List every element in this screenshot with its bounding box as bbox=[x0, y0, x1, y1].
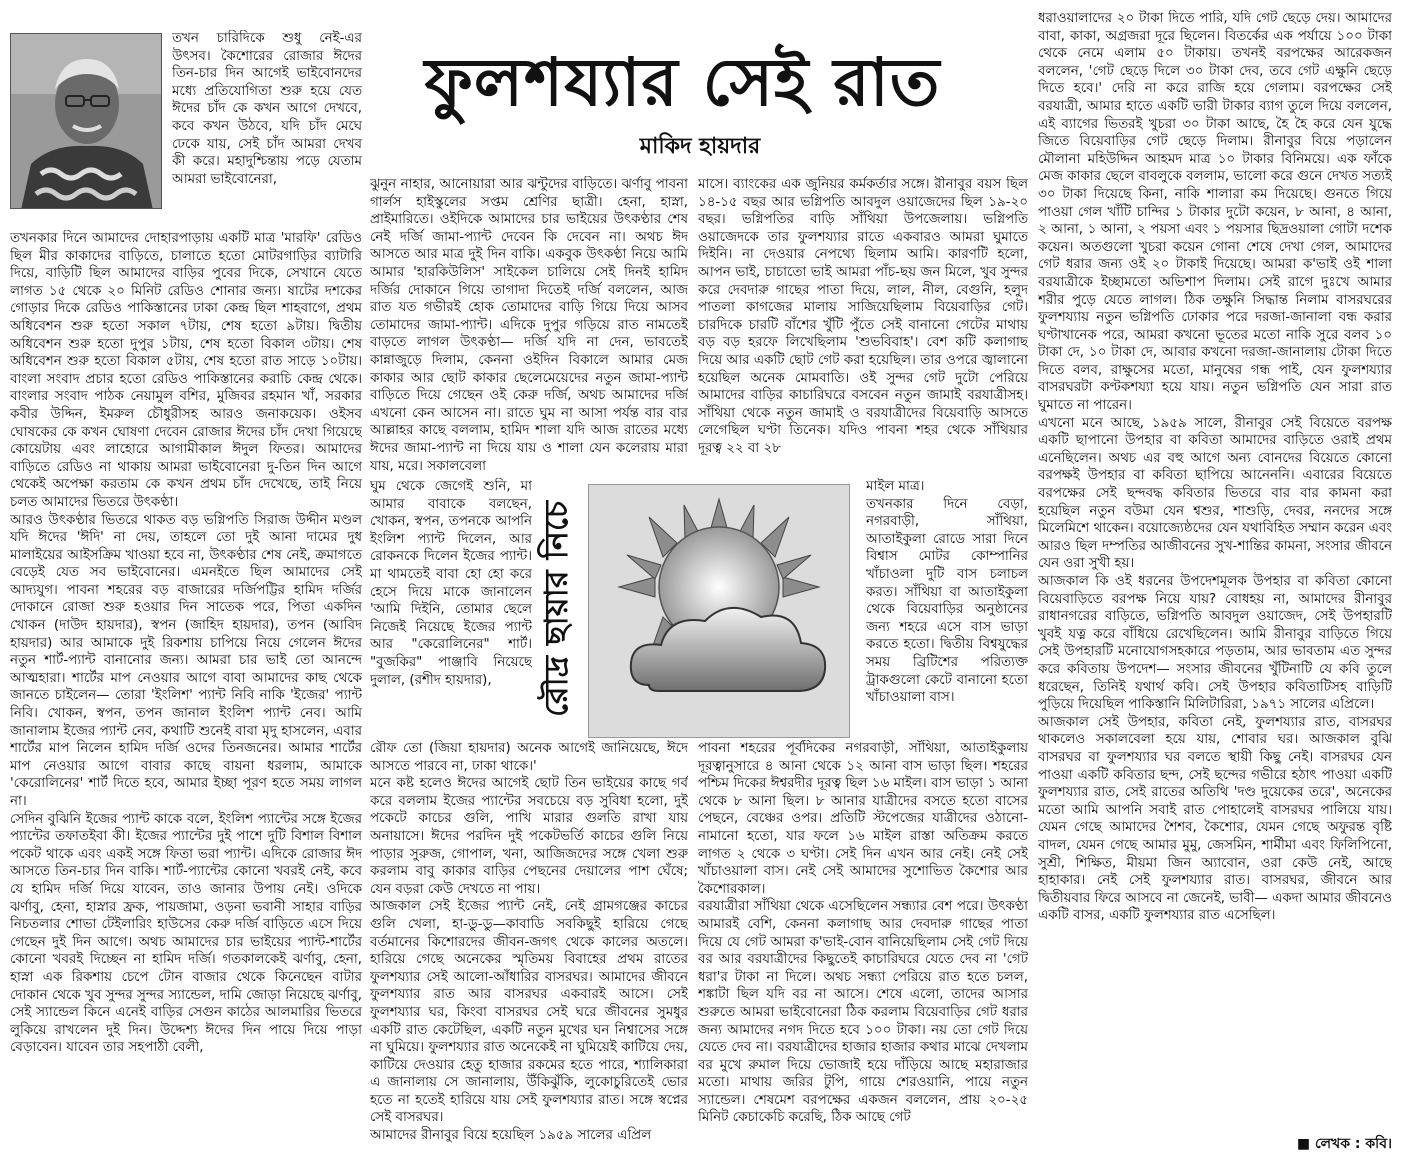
column-1-main bbox=[10, 230, 362, 1156]
paragraph: ধরাওয়ালাদের ২০ টাকা দিতে পারি, যদি গেট ছেড়ে দেয়। আমাদের বাবা, কাকা, অগ্রজরা দূরে ছিলেন। বিতর্কের এক পর্যায়ে ১০০ টাকা থেকে নেমে এলাম ৫০ টাকায়। তখনই বরপক্ষের আরেকজন বললেন, 'গেট ছেড়ে দিলে ৩০ টাকা দেব, তবে গেট এক্ষুনি ছেড়ে দিতে হবে।' দেরি না করে রাজি হয়ে গেলাম। বরপক্ষের সেই বরযাত্রী, আমার হাতে একটি ভারী টাকার ব্যাগ তুলে দিয়ে বললেন, এই ব্যাগের ভিতরই খুচরা ৩০ টাকা আছে, হৈ হৈ করে যেন যুদ্ধে জিতে বিয়েবাড়ির গেট ছেড়ে দিলাম। রীনাবুর বিয়ে পড়ালেন মৌলানা মহিউদ্দিন আহমদ মাত্র ১০ টাকার বিনিময়ে। এক ফাঁকে মেজ কাকার ছেলে বাবলুকে বললাম, ভালো করে গুনে দেখত সত্যই ৩০ টাকা দিয়েছে কিনা, নাকি শালারা কম দিয়েছে। গুনতে গিয়ে পাওয়া গেল খাঁটি চান্দির ১ টাকার দুটো কয়েন, ৮ আনা, ৪ আনা, ২ আনা, ১ আনা, ২ পয়সা এবং ১ পয়সার ছিদ্রওয়ালা গোটা দশেক কয়েন। অতগুলো খুচরা কয়েন গোনা শেষে দেখা গেল, আমাদের গেট ধরার জন্য ওই ২০ টাকাই দিয়েছে। আমরা ক'ভাই ওই শালা বরযাত্রীকে ইচ্ছামতো অভিশাপ দিলাম। সেই রাগে দুঃখে আমার শরীর পুড়ে যেতে লাগল। ঠিক তক্ষুনি সিদ্ধান্ত নিলাম বাসরঘরের ফুলশয্যায় নতুন ভগ্নিপতি ঢোকার পরে দরজা-জানালা বন্ধ করার ঘণ্টাখানেক পরে, আমরা কখনো ভূতের মতো নাকি সুরে বলব ১০ টাকা দে, ১০ টাকা দে, আবার কখনো দরজা-জানালায় টোকা দিতে দিতে বলব, রাক্ষুসের মতো, মানুষের গন্ধ পাই, যেন ফুলশয্যার বাসরঘরটা কণ্টকশয্যা হয়ে যায়। নতুন ভগ্নিপতি যেন সারা রাত ঘুমাতে না পারেন। এখনো মনে আছে, ১৯৫৯ সালে, রীনাবুর সেই বিয়েতে বরপক্ষ একটি ছাপানো উপহার বা কবিতা আমাদের বাড়িতে ওরাই প্রথম এনেছিলেন। অথচ এর বহু আগে অন্য বোনদের বিয়েতে কোনো বরপক্ষই উপহার বা কবিতা ছাপিয়ে আনেননি। এবারের বিয়েতে বরপক্ষের সেই ছন্দবদ্ধ কবিতার ভিতরে বার বার কামনা করা হয়েছিল নতুন বউমা যেন শ্বশুর, শাশুড়ি, দেবর, ননদের সঙ্গে মিলেমিশে থাকেন। বয়োজ্যেষ্ঠদের যেন যথাবিহিত সম্মান করেন এবং আরও ছিল দম্পতির আজীবনের সুখ-শান্তির কামনা, সংসার জীবনে যেন ওরা সুখী হয়। আজকাল কি ওই ধরনের উপদেশমূলক উপহার বা কবিতা কোনো বিয়েবাড়িতে বরপক্ষ নিয়ে যায়? বোধহয় না, আমাদের রীনাবুর রাধানগরের বাড়িতে, ভগ্নিপতি আবদুল ওয়াজেদ, সেই উপহারটি খুবই যত্ন করে বাঁধিয়ে রেখেছিলেন। আমি রীনাবুর বাড়িতে গিয়ে সেই উপহারটি মনোযোগসহকারে পড়তাম, আর ভাবতাম এত সুন্দর করে কবিতায় উপদেশ— সংসার জীবনের খুঁটিনাটি যে কবি তুলে ধরেছেন, তিনিই যথার্থ কবি। সেই উপহার কবিতাটিসহ বাড়িটি পুড়িয়ে দিয়েছিল পাকিস্তানি মিলিটারিরা, ১৯৭১ সালের এপ্রিলে। আজকাল সেই উপহার, কবিতা নেই, ফুলশয্যার রাত, বাসরঘর থাকলেও সকালবেলা হয়ে যায়, শোবার ঘর। আজকাল বুঝি বাসরঘর বা ফুলশয্যার ঘর বলতে স্থায়ী কিছু নেই। বাসরঘর যেন পাওয়া একটি কবিতার ছন্দ, সেই ছন্দের গভীরে হঠাৎ পাওয়া একটি ফুলশয্যার রাত, সেই রাতের অতিথি 'দণ্ড দুয়েকের তরে', অনেকের মতো আমি আপনি সবাই রাত পোহালেই বাসরঘর পালিয়ে যায়। যেমন গেছে আমাদের শৈশব, কৈশোর, যেমন গেছে অফুরন্ত বৃষ্টি বাদল, যেমন গেছে আমার মুমু, জেসমিন, শার্মীমা এবং ফিলিপিনো, সুশ্রী, শিক্ষিত, মীয়মা জিন অ্যাবোন, ওরা কেউ নেই, আছে হাহাকার। নেই সেই ফুলশয্যার রাত। বাসরঘর, জীবনে আর দ্বিতীয়বার ফিরে আসবে না জেনেই, ভাবী— একদা আমার জীবনেও একটি বাসর, একটি ফুলশয্যার রাত এসেছিল। bbox=[1038, 11, 1392, 924]
column-3-top bbox=[698, 176, 1028, 476]
author-note: ■ লেখক : কবি। bbox=[1296, 1136, 1392, 1152]
column-3-bottom bbox=[698, 740, 1028, 1156]
paragraph: তখন চারিদিকে শুধু নেই-এর উৎসব। কৈশোরের রোজার ঈদের তিন-চার দিন আগেই ভাইবোনদের মধ্যে প্রতিযোগিতা শুরু হয়ে যেত ঈদের চাঁদ কে কখন আগে দেখবে, কবে কখন উঠবে, যদি চাঁদ মেঘে ঢেকে যায়, সেই চাঁদ আমরা দেখব কী করে। মহাদুশ্চিন্তায় পড়ে যেতাম আমরা ভাইবোনেরা, bbox=[172, 31, 362, 187]
column-4 bbox=[1038, 10, 1392, 1132]
illustration-caption: রৌদ্র ছায়ার নিচে bbox=[537, 500, 575, 718]
author-photo bbox=[10, 33, 162, 209]
paragraph: মাইল মাত্র। তখনকার দিনে বেড়া, নগরবাড়ী, সাঁথিয়া, আতাইকুলা রোডে সারা দিনে বিশ্বাস মোটর কোম্পানির খাঁচাওলা দুটি বাস চলাচল করত। সাঁথিয়া বা আতাইকুলা থেকে বিয়েবাড়ির অনুষ্ঠানের জন্য শহরে এসে বাস ভাড়া করতে হতো। দ্বিতীয় বিশ্বযুদ্ধের সময় ব্রিটিশের পরিত্যক্ত ট্রাকগুলো কেটে বানানো হতো খাঁচাওয়ালা বাস। bbox=[866, 479, 1028, 706]
weather-illustration bbox=[588, 484, 850, 738]
column-2-top bbox=[370, 176, 688, 476]
paragraph: রৌফ তো (জিয়া হায়দার) অনেক আগেই জানিয়েছে, ঈদে আসতে পারবে না, ঢাকা থাকে।' মনে কষ্ট হলেও ঈদের আগেই ছোট তিন ভাইয়ের কাছে গর্ব করে বললাম ইজের প্যান্টের সবচেয়ে বড় সুবিধা হলো, দুই পকেটে কাচের গুলি, পাখি মারার গুলতি রাখা যায় অনায়াসে। ঈদের পরদিন দুই পকেটভর্তি কাচের গুলি নিয়ে পাড়ার সুরুজ, গোপাল, খনা, আজিজদের সঙ্গে খেলা শুরু করলাম বাবু কাকার বাড়ির পেছনের দেয়ালের পাশ ঘেঁষে; যেন বড়রা কেউ দেখতে না পায়। আজকাল সেই ইজের প্যান্ট নেই, নেই গ্রামগঞ্জের কাচের গুলি খেলা, হা-ডু-ডু—কাবাডি সবকিছুই হারিয়ে গেছে বর্তমানের কিশোরদের জীবন-জগৎ থেকে কালের অতলে। হারিয়ে গেছে অনেকের স্মৃতিময় বিবাহের প্রথম রাতের ফুলশয্যার সেই আলো-আঁধারির বাসরঘর। আমাদের জীবনে ফুলশয্যার রাত আর বাসরঘর একবারই আসে। সেই ফুলশয্যার ঘর, কিংবা বাসরঘর সেই ঘরে জীবনের সুমধুর একটি রাত কেটেছিল, একটি নতুন মুখের ঘন নিশ্বাসের সঙ্গে না ঘুমিয়ে। ফুলশয্যার রাত অনেকেই না ঘুমিয়েই কাটিয়ে দেয়, কাটিয়ে দেওয়ার হেতু হাজার রকমের হতে পারে, শ্যালিকারা এ জানালায় সে জানালায়, উঁকিঝুঁকি, লুকোচুরিতেই ভোর হতে না হতেই হারিয়ে যায় সেই ফুলশয্যার রাত। সঙ্গে স্বপ্নের সেই বাসরঘর। আমাদের রীনাবুর বিয়ে হয়েছিল ১৯৫৯ সালের এপ্রিল bbox=[370, 741, 688, 1144]
author-portrait-image bbox=[11, 34, 162, 209]
byline: মাকিদ হায়দার bbox=[639, 134, 761, 159]
sun-cloud-icon bbox=[589, 485, 849, 737]
column-2-bottom bbox=[370, 740, 688, 1156]
paragraph: মাসে। ব্যাংকের এক জুনিয়র কর্মকর্তার সঙ্গে। রীনাবুর বয়স ছিল ১৪-১৫ বছর আর ভগ্নিপতি আবদুল ওয়াজেদের ছিল ১৯-২০ বছর। ভগ্নিপতির বাড়ি সাঁথিয়া উপজেলায়। ভগ্নিপতি ওয়াজেদকে তার ফুলশয্যার রাতে একবারও আমরা ঘুমাতে দিইনি। না দেওয়ার নেপথ্যে ছিলাম আমি। কারণটি হলো, আপন ভাই, চাচাতো ভাই আমরা পাঁচ-ছয় জন মিলে, খুব সুন্দর করে দেবদারু গাছের পাতা দিয়ে, লাল, নীল, বেগুনি, হলুদ পাতলা কাগজের মালায় সাজিয়েছিলাম বিয়েবাড়ির গেট। চারদিকে চারটি বাঁশের খুঁটি পুঁতে সেই বানানো গেটের মাথায় বড় বড় হরফে লিখেছিলাম 'শুভবিবাহ'। বেশ কটি কলাগাছ দিয়ে আর একটি ছোট গেট করা হয়েছিল। তার ওপরে জ্বালানো হয়েছিল অনেক মোমবাতি। ওই সুন্দর গেট দুটো পেরিয়ে আমাদের বাড়ির কাচারিঘরে বসবেন নতুন জামাই বরযাত্রীসহ। সাঁথিয়া থেকে নতুন জামাই ও বরযাত্রীদের বিয়েবাড়ি আসতে লেগেছিল ঘণ্টা তিনেক। যদিও পাবনা শহর থেকে সাঁথিয়ার দূরত্ব ২২ বা ২৮ bbox=[698, 177, 1028, 456]
headline: ফুলশয্যার সেই রাত bbox=[424, 44, 941, 121]
paragraph: পাবনা শহরের পূর্বদিকের নগরবাড়ী, সাঁথিয়া, আতাইকুলায় দূরত্বানুসারে ৪ আনা থেকে ১২ আনা বাস ভাড়া ছিল। শহরের পশ্চিম দিকের ঈশ্বরদীর দূরত্ব ছিল ১৬ মাইল। বাস ভাড়া ১ আনা থেকে ৮ আনা ছিল। ৮ আনার যাত্রীদের বসতে হতো বাসের পেছনে, বেঞ্চের ওপর। প্রতিটি স্টপেজের যাত্রীদের ওঠানো-নামানো হতো, যার ফলে ১৬ মাইল রাস্তা অতিক্রম করতে লাগত ২ থেকে ৩ ঘণ্টা। সেই দিন এখন আর নেই। নেই সেই খাঁচাওয়ালা বাস। নেই সেই আমাদের সুশোভিত কৈশোর আর কৈশোরকাল। বরযাত্রীরা সাঁথিয়া থেকে এসেছিলেন সন্ধ্যার বেশ পরে। উৎকণ্ঠা আমারই বেশি, কেননা কলাগাছ আর দেবদারু গাছের পাতা দিয়ে যে গেট আমরা ক'ভাই-বোন বানিয়েছিলাম সেই গেট দিয়ে বর আর বরযাত্রীদের কিছুতেই কাচারিঘরে যেতে দেব না 'গেট ধরা'র টাকা না দিলে। অথচ সন্ধ্যা পেরিয়ে রাত হতে চলল, শঙ্কাটা ছিল যদি বর না আসে। শেষে এলো, তাদের আসার শুরুতে আমরা ভাইবোনেরা ঠিক করলাম বিয়েবাড়ির গেট ধরার জন্য আমাদের নগদ দিতে হবে ১০০ টাকা। নয় তো গেট দিয়ে যেতে দেব না। বরযাত্রীদের হাজার হাজার কথার মাঝে দেখলাম বর মুখে রুমাল দিয়ে ভোজাই হয়ে দাঁড়িয়ে আছে মহারাজার মতো। মাথায় জরির টুপি, গায়ে শেরওয়ানি, পায়ে নতুন স্যান্ডেল। শেষমেশ বরপক্ষের একজন বললেন, প্রায় ২০-২৫ মিনিট কেচাকেচি করেছি, ঠিক আছে গেট bbox=[698, 741, 1028, 1126]
column-1-top bbox=[172, 30, 362, 228]
column-3-narrow bbox=[866, 478, 1028, 736]
paragraph: ঝুনুন নাহার, আনোয়ারা আর ঝন্টুদের বাড়িতে। ঝর্ণাবু পাবনা গার্লস হাইস্কুলের সপ্তম শ্রেণির ছাত্রী। হেনা, হাস্না, প্রাইমারিতে। ওইদিকে আমাদের চার ভাইয়ের উৎকণ্ঠার শেষ নেই দর্জি জামা-প্যান্ট দেবেন কি দেবেন না। অথচ ঈদ আসতে আর মাত্র দুই দিন বাকি। একবুক উৎকণ্ঠা নিয়ে আমি আমার 'হারকিউলিস' সাইকেল চালিয়ে সেই দিনই হামিদ দর্জির দোকানে গিয়ে তাগাদা দিতেই দর্জি বললেন, আজ রাত যত গভীরই হোক তোমাদের বাড়ি গিয়ে দিয়ে আসব তোমাদের জামা-প্যান্ট। এদিকে দুপুর গড়িয়ে রাত নামতেই বাড়তে লাগল উৎকণ্ঠা— দর্জি যদি না দেন, ভাবতেই কান্নাজুড়ে দিলাম, কেননা ওইদিন বিকালে আমার মেজ কাকার আর ছোট কাকার ছেলেমেয়েদের নতুন জামা-প্যান্ট বাড়িতে দিয়ে গেছেন ওই কেরু দর্জি, অথচ আমাদের দর্জি এখনো কেন আসেন না। রাতে ঘুম না আসা পর্যন্ত বার বার আল্লাহর কাছে বললাম, হামিদ শালা যদি আজ রাতের মধ্যে ঈদের জামা-প্যান্ট না দিয়ে যায় ও শালা যেন কলেরায় মারা যায়, মরে। সকালবেলা bbox=[370, 177, 688, 474]
column-2-narrow bbox=[370, 478, 532, 736]
paragraph: ঘুম থেকে জেগেই শুনি, মা আমার বাবাকে বলছেন, খোকন, স্বপন, তপনকে আপনি ইংলিশ প্যান্ট দিলেন, আর রোকনকে দিলেন ইজের প্যান্ট। মা থামতেই বাবা হো হো করে হেসে দিয়ে মাকে জানালেন 'আমি দিইনি, তোমার ছেলে নিজেই নিয়েছে ইজের প্যান্ট আর "কেরোলিনের" শার্ট। "বুজকির" পাঞ্জাবি নিয়েছে দুলাল, (রশীদ হায়দার), bbox=[370, 479, 532, 688]
paragraph: তখনকার দিনে আমাদের দোহারপাড়ায় একটি মাত্র 'মারফি' রেডিও ছিল মীর কাকাদের বাড়িতে, চালাতে হতো মোটরগাড়ির ব্যাটারি দিয়ে, বাড়িটি ছিল আমাদের বাড়ির পুবের দিকে, সেখানে যেতে লাগত ১৫ থেকে ২০ মিনিট রেডিও শোনার জন্য। ষাটের দশকের গোড়ার দিকে রেডিও পাকিস্তানের ঢাকা কেন্দ্র ছিল শাহবাগে, প্রথম অধিবেশন শুরু হতো সকাল ৭টায়, শেষ হতো ৯টায়। দ্বিতীয় অধিবেশন শুরু হতো দুপুর ১টায়, শেষ হতো বিকাল ৩টায়। শেষ অধিবেশন শুরু হতো বিকাল ৫টায়, শেষ হতো রাত সাড়ে ১০টায়। বাংলা সংবাদ প্রচার হতো রেডিও পাকিস্তানের করাচি কেন্দ্র থেকে। বাংলার সংবাদ পাঠক নেয়ামুল বশির, মুজিবর রহমান খাঁ, সরকার কবীর উদ্দিন, ইমরুল চৌধুরীসহ আরও জনাকয়েক। ওইসব ঘোষকের কে কখন ঘোষণা দেবেন রোজার ঈদের চাঁদ দেখা গিয়েছে কোয়েটায় এবং লাহোরে আগামীকাল ঈদুল ফিতর। আমাদের বাড়িতে রেডিও না থাকায় আমরা ভাইবোনেরা দু-তিন দিন আগে থেকেই অপেক্ষা করতাম কে কখন প্রথম চাঁদ দেখেছে, তাই নিয়ে চলত আমাদের ভিতরে উৎকণ্ঠা। আরও উৎকণ্ঠার ভিতরে থাকত বড় ভগ্নিপতি সিরাজ উদ্দীন মণ্ডল যদি ঈদের 'ঈদি' না দেয়, তাহলে তো দুই আনা দামের দুধ মালাইয়ের আইসক্রিম খাওয়া হবে না, উৎকণ্ঠার শেষ নেই, ক্রমাগতে বেড়েই যেত সব ভাইবোনের। এমনইতে ছিল আমাদের সেই আদ্যযুগ। পাবনা শহরের বড় বাজারের দর্জিপট্টির হামিদ দর্জির দোকানে রোজা শুরু হওয়ার দিন সাতেক পরে, পিতা একদিন খোকন (দাউদ হায়দার), স্বপন (জাহিদ হায়দার), তপন (আবিদ হায়দার) আর আমাকে দুই রিকশায় চাপিয়ে নিয়ে গেলেন ঈদের নতুন শার্ট-প্যান্ট বানানোর জন্য। আমরা চার ভাই তো আনন্দে আত্মহারা। শার্টের মাপ নেওয়ার আগে বাবা আমাদের কাছ থেকে জানতে চাইলেন— তোরা 'ইংলিশ' প্যান্ট নিবি নাকি 'ইজের' প্যান্ট নিবি। খোকন, স্বপন, তপন জানাল ইংলিশ প্যান্ট নেব। আমি জানালাম ইজের প্যান্ট নেব, কথাটি শুনেই বাবা মৃদু হাসলেন, এবার শার্টের মাপ নিলেন হামিদ দর্জি ওদের তিনজনের। আমার শার্টের মাপ নেওয়ার আগে বাবার কাছে বায়না ধরলাম, আমাকে 'কেরোলিনের' শার্ট দিতে হবে, আমার ইচ্ছা পূরণ হতে সময় লাগল না। সেদিন বুঝিনি ইজের প্যান্ট কাকে বলে, ইংলিশ প্যান্টের সঙ্গে ইজের প্যান্টের তফাতইবা কী। ইজের প্যান্টের দুই পাশে দুটি বিশাল বিশাল পকেট থাকে এবং একই সঙ্গে ফিতা ভরা প্যান্ট। এদিকে রোজার ঈদ আসতে তিন-চার দিন বাকি। শার্ট-প্যান্টের কোনো খবরই নেই, কবে যে হামিদ দর্জি দিয়ে যাবেন, তাও জানার উপায় নেই। ওদিকে ঝর্ণাবু, হেনা, হাস্নার ফ্রক, পায়জামা, ওড়না ভবানী সাহার বাড়ির নিচতলার শোভা টেইলারিং হাউসের কেরু দর্জি বাড়িতে এসে দিয়ে গেছেন দুই দিন আগে। অথচ আমাদের চার ভাইয়ের প্যান্ট-শার্টের কোনো খবরই দিচ্ছেন না হামিদ দর্জি। গতকালকেই ঝর্ণাবু, হেনা, হাস্না এক রিকশায় চেপে টোন বাজার থেকে কিনেছেন বাটার দোকান থেকে খুব সুন্দর সুন্দর স্যান্ডেল, দামি জোড়া নিয়েছে ঝর্ণাবু, সেই স্যান্ডেল কিনে এনেই বাড়ির সেগুন কাঠের আলমারির ভিতরে লুকিয়ে রাখলেন দুই দিন। উদ্দেশ্য ঈদের দিন পায়ে দিয়ে পাড়া বেড়াবেন। যাবেন তার সহপাঠী বেলী, bbox=[10, 231, 362, 1056]
